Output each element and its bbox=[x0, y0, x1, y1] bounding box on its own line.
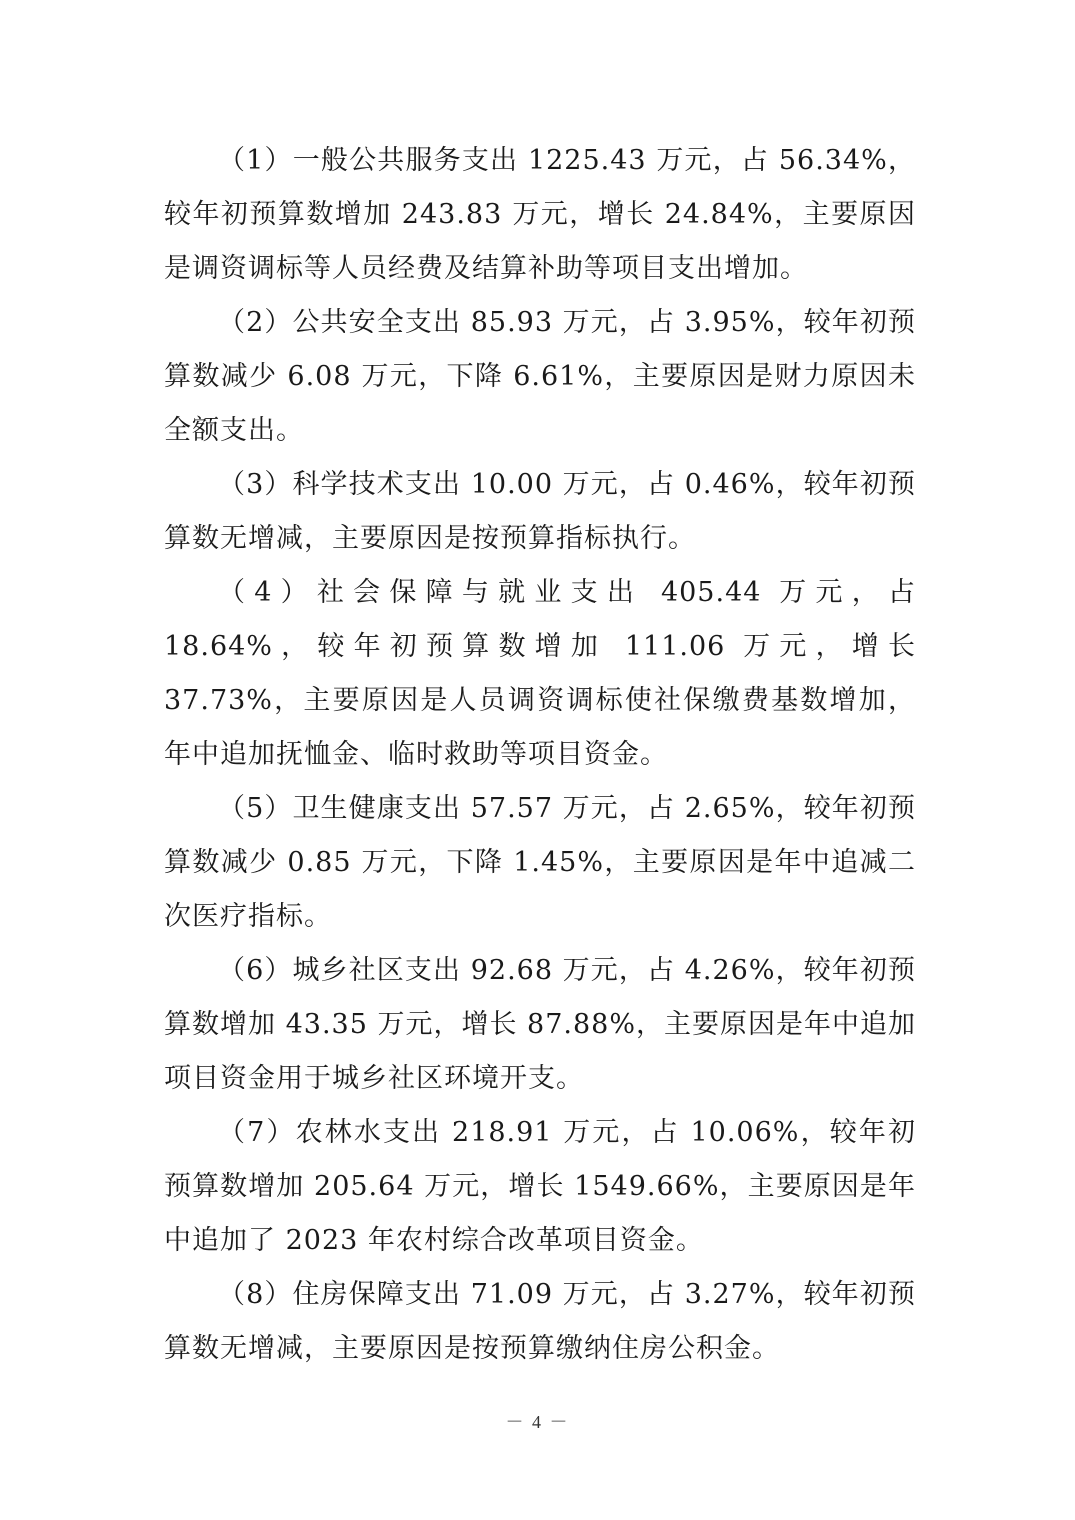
paragraph-public-security: （2）公共安全支出 85.93 万元，占 3.95%，较年初预算数减少 6.08 万元，下降 6.61%，主要原因是财力原因未全额支出。 bbox=[164, 307, 916, 446]
paragraph-health: （5）卫生健康支出 57.57 万元，占 2.65%，较年初预算数减少 0.85 万元，下降 1.45%，主要原因是年中追减二次医疗指标。 bbox=[164, 793, 916, 932]
paragraph-social-security-employment: （4）社会保障与就业支出 405.44 万元，占 18.64%，较年初预算数增加 111.06 万元，增长 37.73%，主要原因是人员调资调标使社保缴费基数增加，年中追加抚恤金、临时救助等项目资金。 bbox=[164, 577, 916, 770]
page-number: － 4 － bbox=[505, 1412, 570, 1432]
paragraph-housing-security: （8）住房保障支出 71.09 万元，占 3.27%，较年初预算数无增减，主要原因是按预算缴纳住房公积金。 bbox=[164, 1279, 916, 1364]
document-body bbox=[164, 134, 916, 1376]
paragraph-urban-rural-community: （6）城乡社区支出 92.68 万元，占 4.26%，较年初预算数增加 43.35 万元，增长 87.88%，主要原因是年中追加项目资金用于城乡社区环境开支。 bbox=[164, 955, 916, 1094]
paragraph-science-technology: （3）科学技术支出 10.00 万元，占 0.46%，较年初预算数无增减，主要原因是按预算指标执行。 bbox=[164, 469, 916, 554]
paragraph-agriculture-forestry-water: （7）农林水支出 218.91 万元，占 10.06%，较年初预算数增加 205.64 万元，增长 1549.66%，主要原因是年中追加了 2023 年农村综合改革项目资金。 bbox=[164, 1117, 916, 1256]
paragraph-general-public-services: （1）一般公共服务支出 1225.43 万元，占 56.34%，较年初预算数增加 243.83 万元，增长 24.84%，主要原因是调资调标等人员经费及结算补助等项目支出增加。 bbox=[164, 145, 916, 284]
